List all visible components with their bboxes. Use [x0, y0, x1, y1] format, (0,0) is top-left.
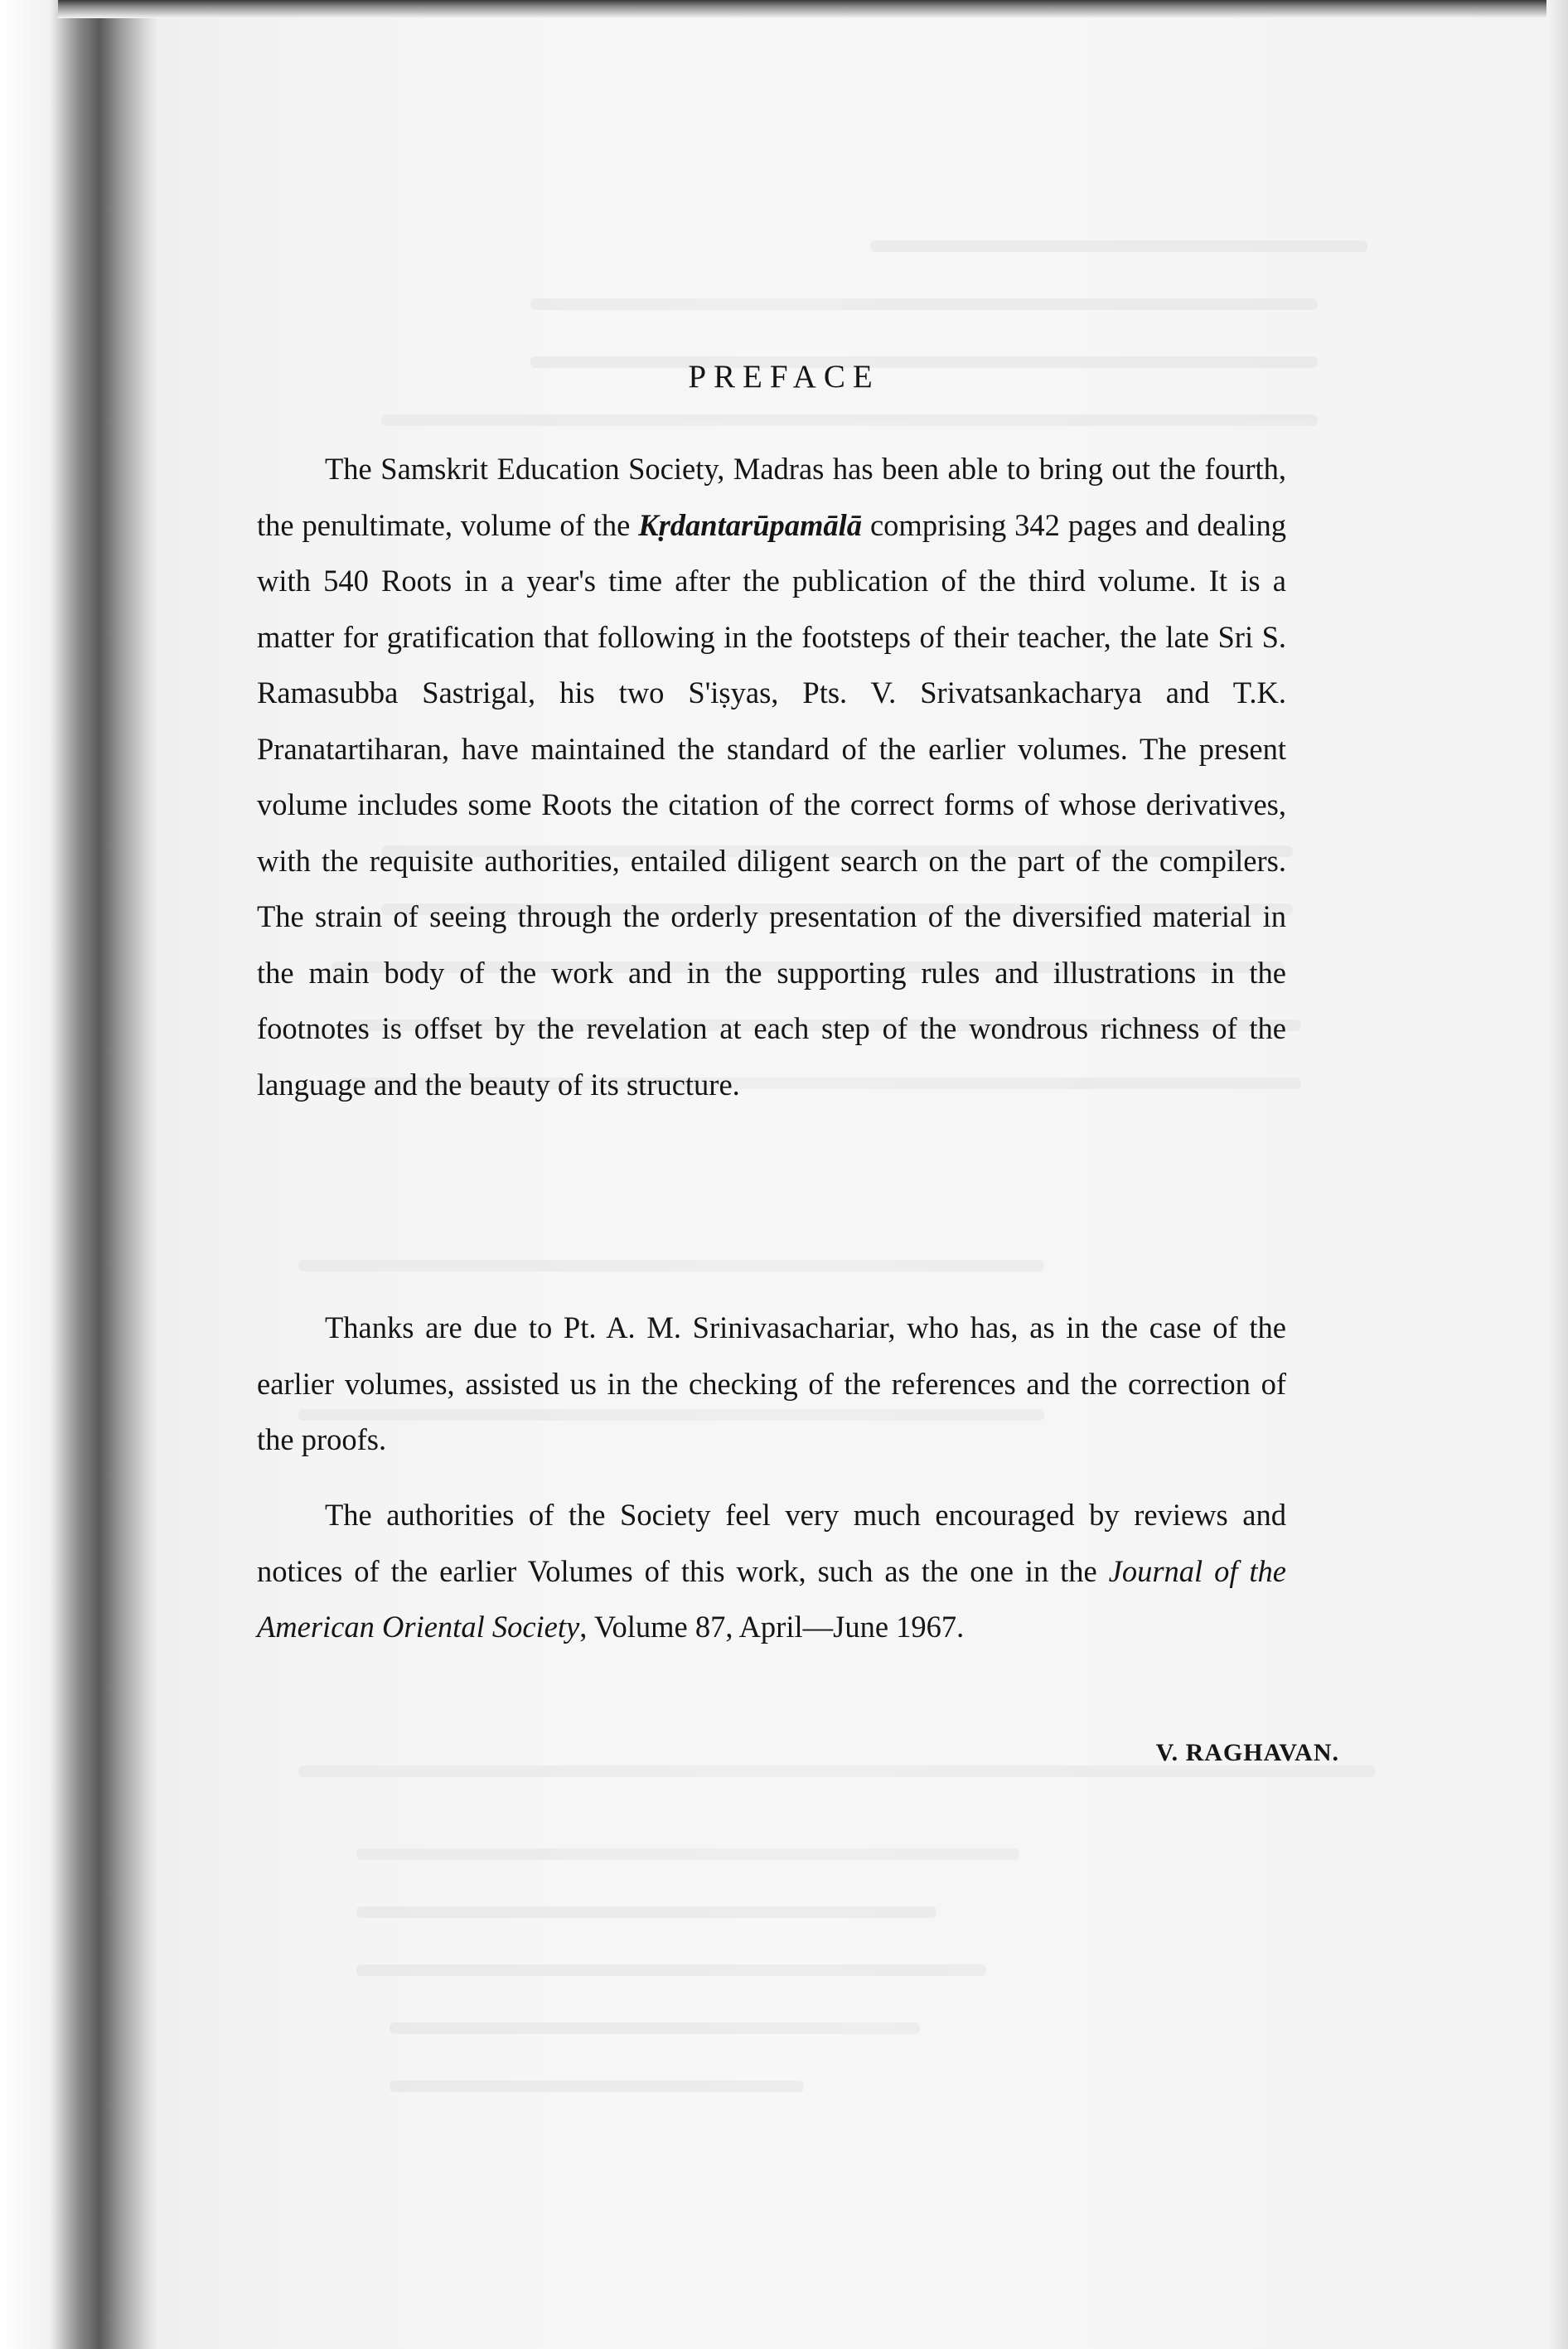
paragraph-1-text-b: comprising 342 pages and dealing with 540 Roots in a year's time after the publication of the third volume. It is a matter for gratification that following in the footsteps of their teacher, the late Sri S. Ramasubba Sastrigal, his two S'iṣyas, Pts. V. Srivatsankacharya and T.K. Pranatartiharan, have maintained the standard of the earlier volumes. The present volume includes some Roots the citation of the correct forms of whose derivatives, with the requisite authorities, entailed diligent search on the part of the compilers. The strain of seeing through the orderly presentation of the diversified material in the main body of the work and in the supporting rules and illustrations in the footnotes is offset by the revelation at each step of the wondrous richness of the language and the beauty of its structure.	[257, 507, 1286, 1102]
paragraph-1-text-a: The Samskrit Education Society, Madras has been able to bring out the fourth, the penultimate, volume of the	[257, 452, 1286, 542]
author-signature: V. RAGHAVAN.	[1155, 1739, 1339, 1766]
book-title: Kṛdantarūpamālā	[638, 507, 863, 542]
paragraph-2-text: Thanks are due to Pt. A. M. Srinivasachariar, who has, as in the case of the earlier volumes, assisted us in the checking of the references and the correction of the proofs.	[257, 1310, 1286, 1456]
preface-heading: PREFACE	[688, 359, 880, 395]
paragraph-3-text-b: , Volume 87, April—June 1967.	[579, 1610, 965, 1644]
page-top-edge	[58, 0, 1568, 18]
journal-title: Journal of the American Oriental Society	[257, 1553, 1286, 1644]
page-right-edge	[1546, 0, 1568, 2349]
paragraph-reviews	[257, 1487, 1286, 1655]
paragraph-society-volume	[257, 441, 1286, 1112]
paragraph-3-text-a: The authorities of the Society feel very much encouraged by reviews and notices of the earlier Volumes of this work, such as the one in the	[257, 1498, 1286, 1588]
binding-gutter	[0, 0, 157, 2349]
paragraph-thanks	[257, 1300, 1286, 1468]
